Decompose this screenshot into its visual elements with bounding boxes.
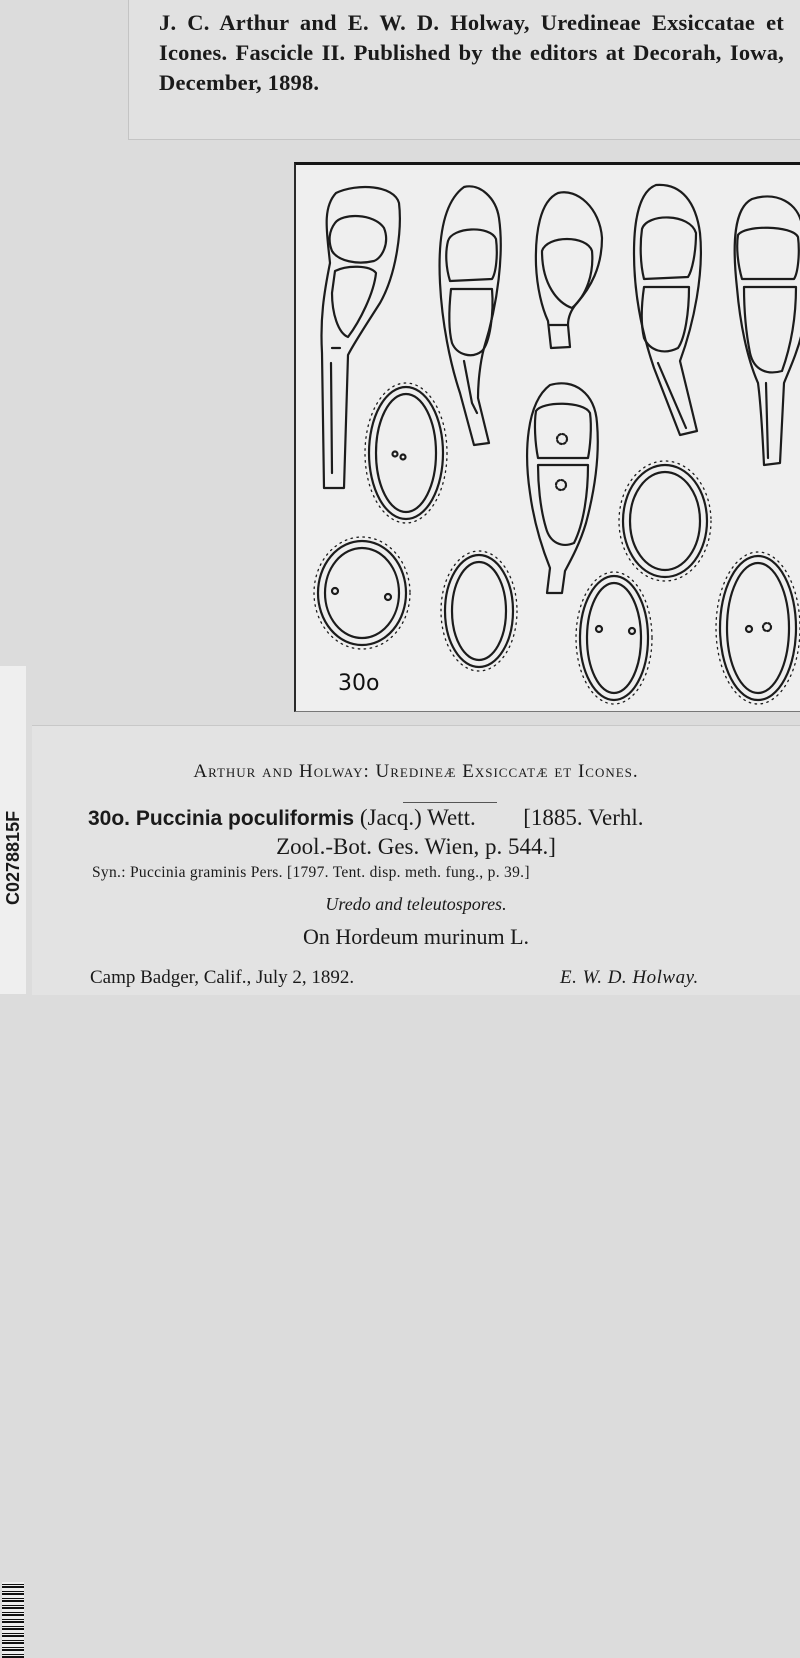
- teleutospore-1: [321, 187, 399, 488]
- teleutospore-5: [735, 197, 800, 465]
- locality-date: Camp Badger, Calif., July 2, 1892.: [90, 967, 355, 988]
- header-label-text: J. C. Arthur and E. W. D. Holway, Uredineae Exsiccatae et Icones. Fascicle II. Published by the editors at Decorah, Iowa, December, 1898.: [159, 10, 784, 95]
- teleutospore-6: [527, 383, 598, 593]
- divider: [403, 802, 497, 803]
- reference-part2: Zool.-Bot. Ges. Wien, p. 544.]: [276, 834, 556, 859]
- illustration-plate: [294, 162, 800, 712]
- barcode-number: C0278815F: [3, 810, 23, 905]
- collector: E. W. D. Holway.: [560, 967, 699, 988]
- header-label: [128, 0, 800, 140]
- specimen-label: [32, 725, 800, 995]
- author-citation: (Jacq.) Wett.: [359, 805, 476, 830]
- species-name: 30o. Puccinia poculiformis: [88, 807, 355, 830]
- synonym: Syn.: Puccinia graminis Pers. [1797. Tent. disp. meth. fung., p. 39.]: [92, 864, 530, 881]
- plate-number: 30o: [338, 671, 380, 696]
- spore-stages: Uredo and teleutospores.: [325, 894, 507, 914]
- series-title: Arthur and Holway: Uredineæ Exsiccatæ et Icones.: [193, 761, 639, 782]
- barcode-bars: [2, 1582, 24, 1658]
- teleutospore-4: [634, 185, 701, 435]
- teleutospore-3: [536, 192, 602, 348]
- host-plant: On Hordeum murinum L.: [302, 924, 530, 949]
- teleutospore-2: [440, 186, 501, 445]
- species-line: [88, 805, 800, 831]
- reference-part1: [1885. Verhl.: [523, 805, 644, 830]
- spore-drawings: [296, 165, 800, 715]
